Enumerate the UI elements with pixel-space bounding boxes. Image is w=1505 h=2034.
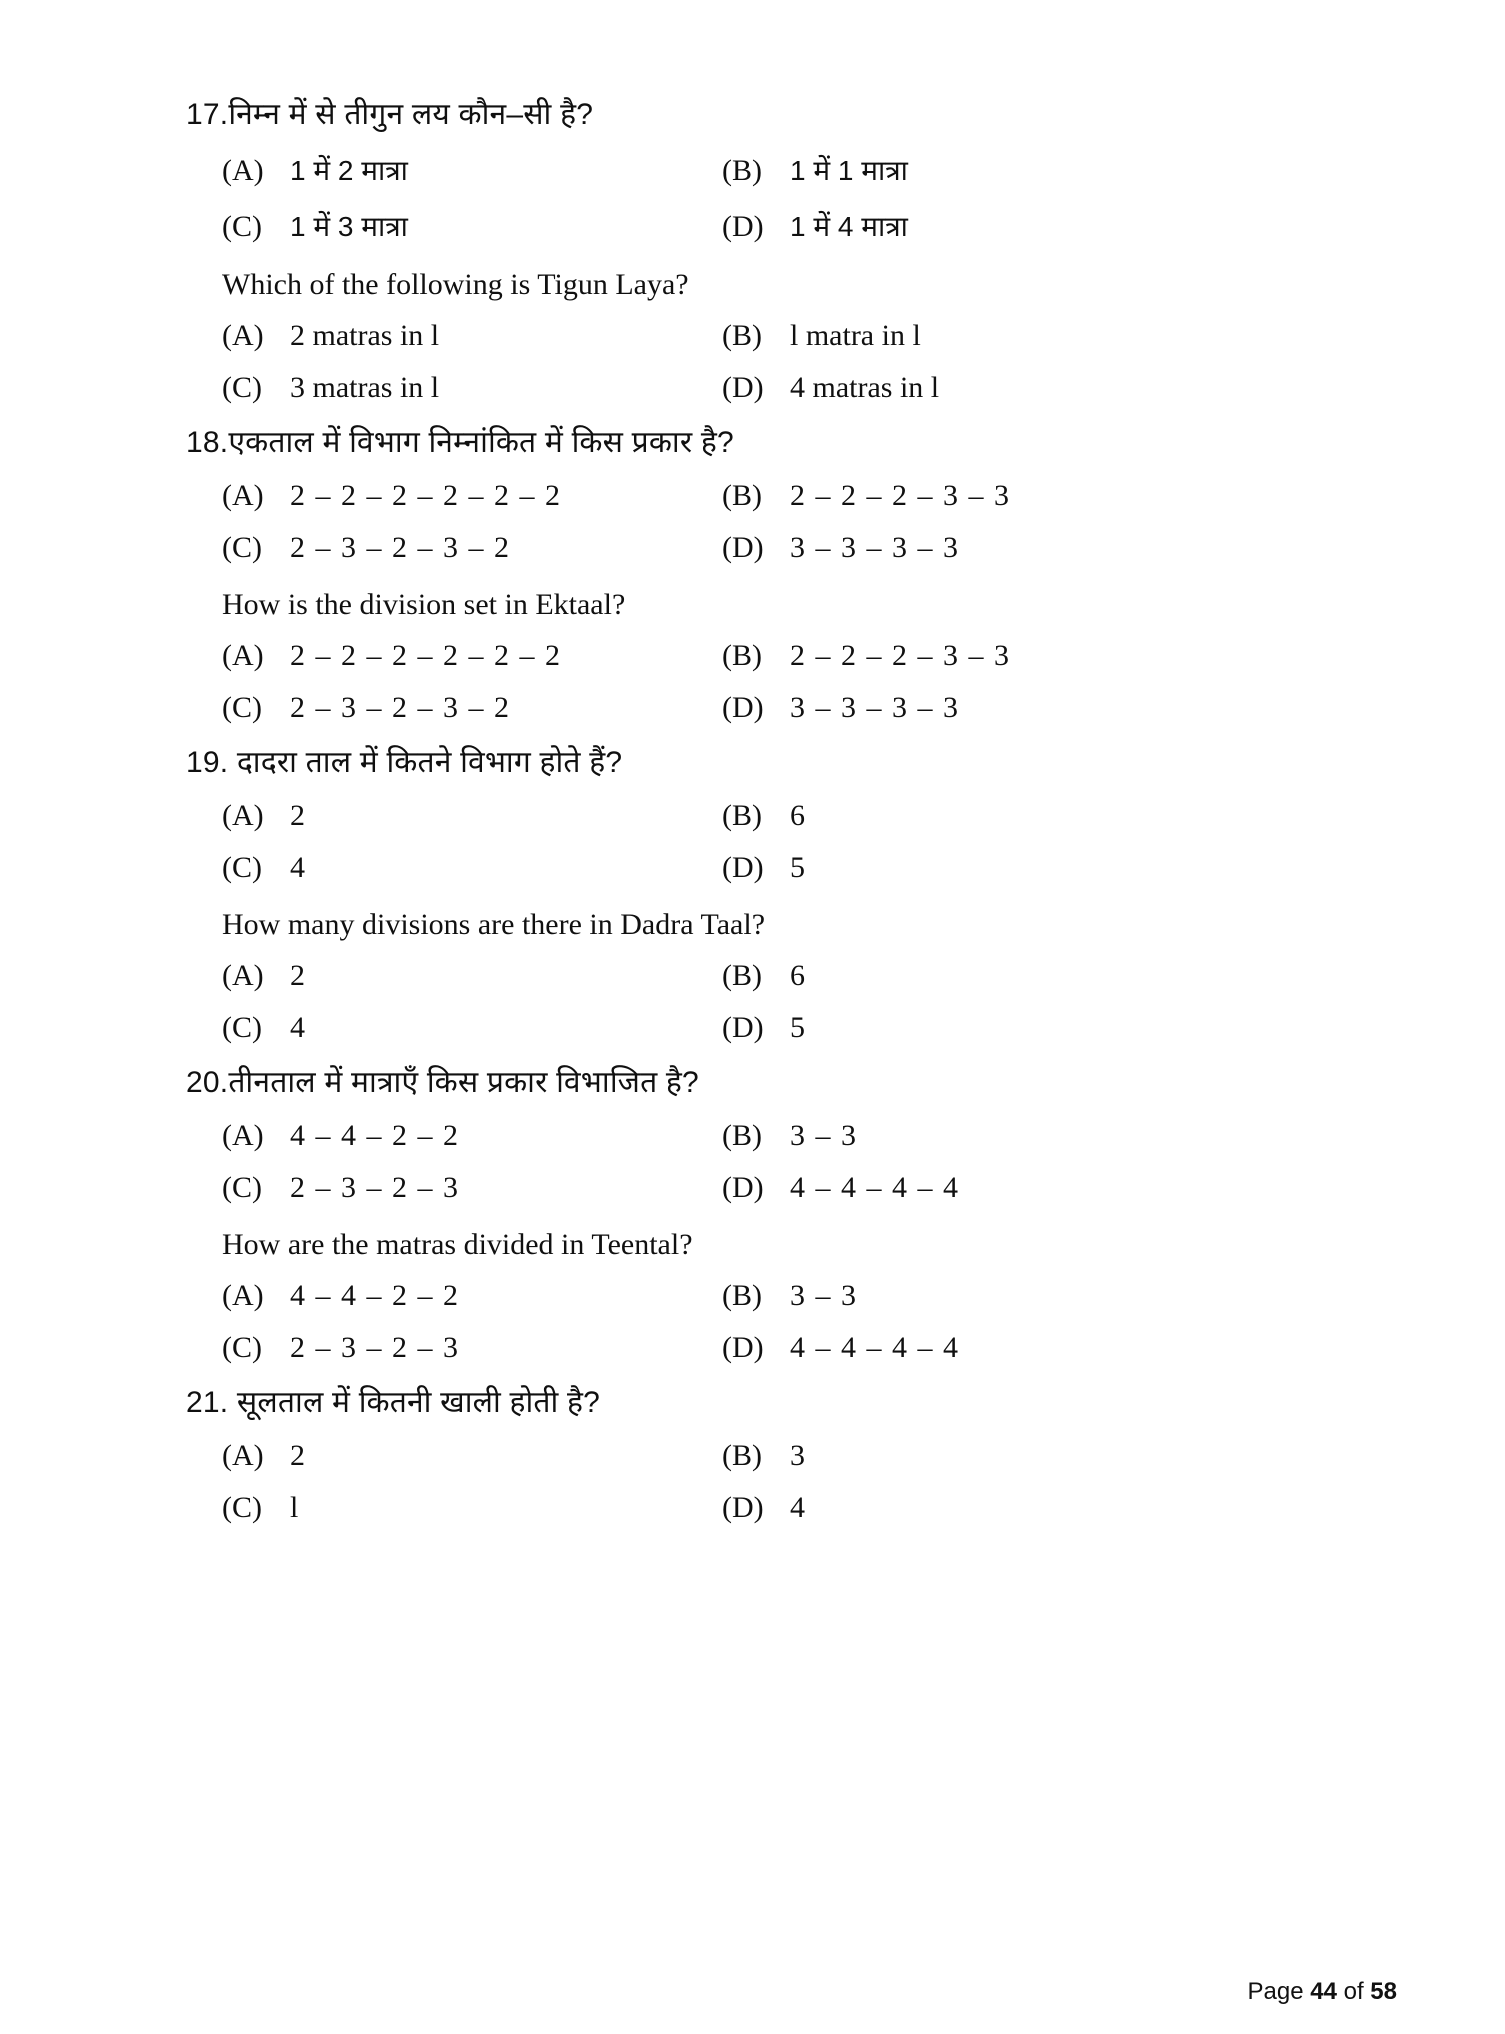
option-18-h-b[interactable] [722,479,1222,513]
question-21-hindi-option-row-2 [186,1482,1346,1534]
question-19-english-option-row-2 [186,1002,1346,1054]
option-label: (A) [222,154,264,187]
option-label: (D) [722,210,764,243]
option-18-h-d[interactable] [722,531,1222,565]
question-19-hindi-option-row-2 [186,842,1346,894]
footer-current-page: 44 [1310,1978,1337,2005]
question-17-text-hindi: निम्न में से तीगुन लय कौन–सी है? [228,98,594,131]
question-19-stem-english: How many divisions are there in Dadra Taal? [222,908,766,941]
option-17-e-b[interactable] [722,319,1222,353]
option-label: (A) [222,1279,264,1312]
question-block-21 [186,1374,1346,1534]
option-text: 5 [790,851,805,884]
question-17-hindi-option-row-2 [186,198,1346,254]
option-18-h-c[interactable] [222,531,722,565]
option-20-h-a[interactable] [222,1119,722,1153]
option-18-e-c[interactable] [222,691,722,725]
option-label: (B) [722,479,762,512]
option-20-h-d[interactable] [722,1171,1222,1205]
option-19-e-d[interactable] [722,1011,1222,1045]
question-19-stem-hindi [186,734,1346,790]
option-21-h-c[interactable] [222,1491,722,1525]
option-label: (D) [722,1491,764,1524]
option-20-h-b[interactable] [722,1119,1222,1153]
option-17-e-a[interactable] [222,319,722,353]
option-label: (A) [222,799,264,832]
option-text: 2 [290,1439,305,1472]
option-text: 2 – 2 – 2 – 3 – 3 [790,639,1011,672]
question-20-english-option-row-1 [186,1270,1346,1322]
option-label: (C) [222,371,262,404]
option-19-e-a[interactable] [222,959,722,993]
option-label: (B) [722,319,762,352]
question-17-number: 17. [186,98,229,131]
question-21-number: 21. [186,1386,229,1419]
option-label: (D) [722,851,764,884]
option-21-h-a[interactable] [222,1439,722,1473]
question-block-18 [186,414,1346,734]
question-20-hindi-option-row-1 [186,1110,1346,1162]
question-18-hindi-option-row-1 [186,470,1346,522]
option-label: (D) [722,531,764,564]
option-20-e-b[interactable] [722,1279,1222,1313]
questions-container [186,86,1346,1534]
footer-prefix: Page [1247,1978,1311,2005]
option-label: (C) [222,1491,262,1524]
option-19-h-d[interactable] [722,851,1222,885]
option-17-h-a[interactable] [222,151,722,189]
option-text: 1 में 3 मात्रा [290,211,408,242]
option-17-h-c[interactable] [222,207,722,245]
option-label: (C) [222,691,262,724]
option-label: (B) [722,959,762,992]
option-text: 2 – 2 – 2 – 2 – 2 – 2 [290,479,562,512]
option-text: 3 – 3 [790,1119,858,1152]
option-text: 2 – 3 – 2 – 3 – 2 [290,691,511,724]
option-19-h-c[interactable] [222,851,722,885]
question-19-english-option-row-1 [186,950,1346,1002]
question-20-hindi-option-row-2 [186,1162,1346,1214]
option-19-e-b[interactable] [722,959,1222,993]
question-19-number: 19. [186,746,229,779]
option-label: (D) [722,1331,764,1364]
question-20-english-option-row-2 [186,1322,1346,1374]
option-label: (C) [222,1331,262,1364]
option-text: 4 [290,851,305,884]
option-label: (D) [722,1011,764,1044]
option-19-e-c[interactable] [222,1011,722,1045]
question-18-english-option-row-1 [186,630,1346,682]
option-label: (C) [222,851,262,884]
question-19-text-hindi: दादरा ताल में कितने विभाग होते हैं? [236,746,623,779]
option-18-e-b[interactable] [722,639,1222,673]
option-19-h-a[interactable] [222,799,722,833]
question-18-stem-hindi [186,414,1346,470]
option-18-e-a[interactable] [222,639,722,673]
option-20-e-d[interactable] [722,1331,1222,1365]
option-label: (D) [722,1171,764,1204]
option-21-h-d[interactable] [722,1491,1222,1525]
question-18-number: 18. [186,426,229,459]
question-block-20 [186,1054,1346,1374]
option-label: (B) [722,154,762,187]
question-18-text-hindi: एकताल में विभाग निम्नांकित में किस प्रकार है? [228,426,734,459]
option-text: 2 – 3 – 2 – 3 [290,1331,460,1364]
option-label: (A) [222,959,264,992]
option-text: 3 [790,1439,805,1472]
footer-total-pages: 58 [1370,1978,1397,2005]
option-label: (A) [222,1119,264,1152]
option-text: 4 [790,1491,805,1524]
option-label: (C) [222,1011,262,1044]
option-label: (A) [222,639,264,672]
option-label: (C) [222,531,262,564]
option-label: (A) [222,319,264,352]
option-text: 4 – 4 – 2 – 2 [290,1279,460,1312]
option-17-h-d[interactable] [722,207,1222,245]
option-label: (B) [722,1439,762,1472]
option-text: 4 [290,1011,305,1044]
option-text: 2 – 3 – 2 – 3 – 2 [290,531,511,564]
option-text: 4 matras in l [790,371,940,404]
option-text: 3 – 3 – 3 – 3 [790,531,960,564]
footer-middle: of [1336,1978,1371,2005]
option-label: (B) [722,1279,762,1312]
option-label: (C) [222,210,262,243]
option-20-e-c[interactable] [222,1331,722,1365]
question-20-stem-english: How are the matras divided in Teental? [222,1228,693,1261]
option-18-h-a[interactable] [222,479,722,513]
option-text: 2 [290,799,305,832]
question-block-19 [186,734,1346,1054]
question-19-hindi-option-row-1 [186,790,1346,842]
option-text: 2 – 2 – 2 – 2 – 2 – 2 [290,639,562,672]
question-21-hindi-option-row-1 [186,1430,1346,1482]
option-text: 3 matras in l [290,371,440,404]
option-label: (B) [722,639,762,672]
option-label: (B) [722,1119,762,1152]
option-text: 2 – 3 – 2 – 3 [290,1171,460,1204]
option-text: 6 [790,959,805,992]
option-17-e-c[interactable] [222,371,722,405]
option-text: 1 में 1 मात्रा [790,155,908,186]
option-text: 3 – 3 [790,1279,858,1312]
question-17-english-option-row-2 [186,362,1346,414]
option-label: (C) [222,1171,262,1204]
option-text: 4 – 4 – 4 – 4 [790,1171,960,1204]
option-18-e-d[interactable] [722,691,1222,725]
option-text: l matra in l [790,319,921,352]
option-text: 5 [790,1011,805,1044]
question-18-stem-english: How is the division set in Ektaal? [222,588,626,621]
option-17-h-b[interactable] [722,151,1222,189]
option-text: 2 [290,959,305,992]
question-17-stem-english: Which of the following is Tigun Laya? [222,268,689,301]
option-text: 1 में 4 मात्रा [790,211,908,242]
question-18-english-option-row-2 [186,682,1346,734]
option-19-h-b[interactable] [722,799,1222,833]
option-text: 4 – 4 – 4 – 4 [790,1331,960,1364]
option-text: 3 – 3 – 3 – 3 [790,691,960,724]
option-label: (A) [222,479,264,512]
option-text: 6 [790,799,805,832]
question-17-stem-hindi [186,86,1346,142]
option-text: 2 – 2 – 2 – 3 – 3 [790,479,1011,512]
question-20-stem-hindi [186,1054,1346,1110]
question-20-number: 20. [186,1066,229,1099]
option-text: 2 matras in l [290,319,440,352]
option-label: (A) [222,1439,264,1472]
question-17-english-option-row-1 [186,310,1346,362]
option-text: 4 – 4 – 2 – 2 [290,1119,460,1152]
question-21-text-hindi: सूलताल में कितनी खाली होती है? [236,1386,601,1419]
option-label: (B) [722,799,762,832]
option-17-e-d[interactable] [722,371,1222,405]
question-17-hindi-option-row-1 [186,142,1346,198]
question-18-hindi-option-row-2 [186,522,1346,574]
option-20-h-c[interactable] [222,1171,722,1205]
page-footer [1248,1978,1397,2006]
question-block-17 [186,86,1346,414]
question-21-stem-hindi [186,1374,1346,1430]
option-21-h-b[interactable] [722,1439,1222,1473]
question-20-text-hindi: तीनताल में मात्राएँ किस प्रकार विभाजित है? [228,1066,699,1099]
option-20-e-a[interactable] [222,1279,722,1313]
option-label: (D) [722,691,764,724]
option-text: l [290,1491,299,1524]
option-text: 1 में 2 मात्रा [290,155,408,186]
option-label: (D) [722,371,764,404]
